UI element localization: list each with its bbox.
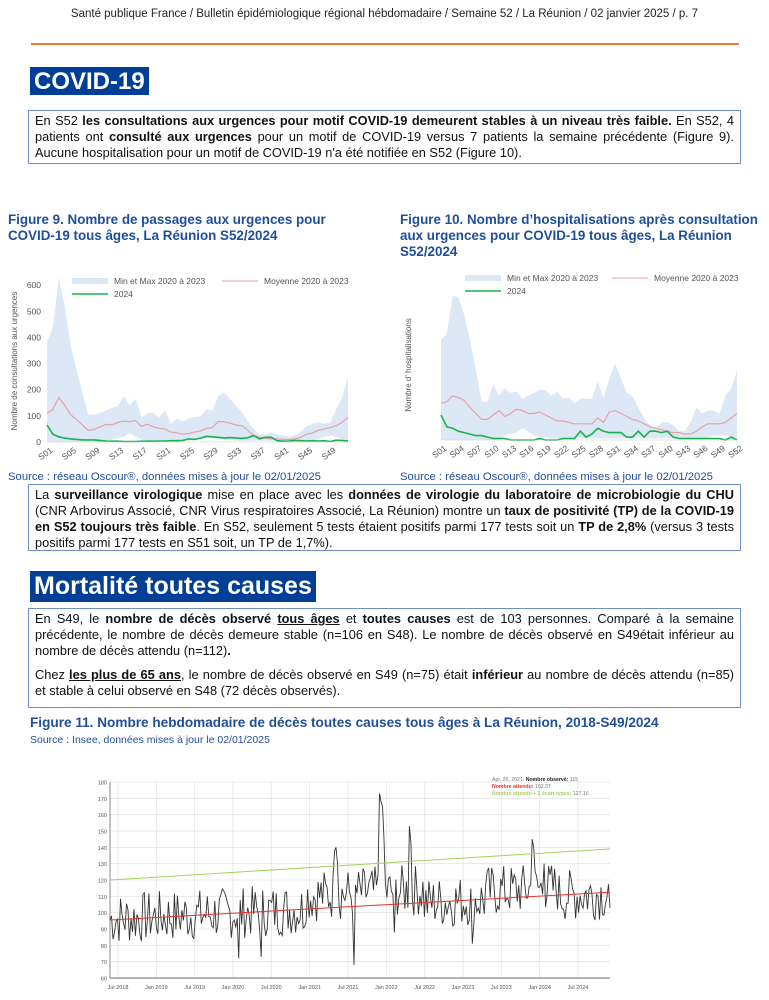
svg-text:2024: 2024: [114, 289, 133, 299]
figure-9-title: Figure 9. Nombre de passages aux urgences pour COVID-19 tous âges, La Réunion S52/2024: [8, 212, 326, 243]
svg-text:Jan 2020: Jan 2020: [221, 985, 245, 991]
mortality-section-title: Mortalité toutes causes: [30, 571, 316, 602]
svg-text:Nombre attendu + 2 écart-types: Nombre attendu + 2 écart-types: 127.16: [492, 791, 589, 797]
text: pour un motif de COVID-19 versus 7 patients la semaine précédente (Figure 9). Aucune hospitalisation pour un motif de COVID-19 n'a été notifiée en S52 (Figure 10).: [35, 129, 734, 160]
emphasis-text: taux de positivité (TP) de la COVID-19 en S52 toujours très faible: [35, 503, 734, 534]
emphasis-text: données de virologie du laboratoire de microbiologie du CHU: [348, 487, 734, 502]
emphasis-text: surveillance virologique: [54, 487, 203, 502]
svg-text:70: 70: [100, 960, 107, 967]
svg-text:Jan 2024: Jan 2024: [528, 985, 551, 991]
min-max-band: [441, 296, 737, 440]
svg-text:S46: S46: [691, 443, 710, 460]
svg-text:Min et Max 2020 à 2023: Min et Max 2020 à 2023: [507, 273, 599, 283]
svg-text:S41: S41: [272, 445, 291, 462]
svg-text:Moyenne 2020 à 2023: Moyenne 2020 à 2023: [654, 273, 739, 283]
svg-text:2024: 2024: [507, 286, 526, 296]
text: au nombre de décès attendu (n=85) et stable à celui observé en S48 (72 décès observés).: [35, 667, 734, 698]
svg-text:S43: S43: [673, 443, 693, 460]
text: .: [227, 643, 231, 658]
figure-11-source: Source : Insee, données mises à jour le 02/01/2025: [30, 734, 270, 746]
svg-text:110: 110: [98, 894, 107, 901]
svg-text:60: 60: [100, 976, 107, 983]
svg-text:170: 170: [97, 796, 107, 803]
virology-summary-box: [28, 484, 741, 551]
svg-text:Jul 2020: Jul 2020: [260, 985, 282, 991]
svg-text:100: 100: [97, 911, 107, 918]
svg-text:Jan 2021: Jan 2021: [298, 985, 321, 991]
svg-text:Min et Max 2020 à 2023: Min et Max 2020 à 2023: [114, 276, 206, 286]
svg-text:S01: S01: [430, 443, 449, 460]
svg-text:180: 180: [97, 780, 107, 787]
svg-text:S22: S22: [552, 443, 571, 460]
text: En S49, le: [35, 611, 106, 626]
mortality-paragraph-65-plus: [35, 667, 734, 699]
figure-10-title: Figure 10. Nombre d’hospitalisations après consultation aux urgences pour COVID-19 tous âges, La Réunion S52/2024: [400, 212, 758, 259]
text: (CNR Arbovirus Associé, CNR Virus respiratoires Associé, La Réunion) montre un: [35, 503, 505, 518]
svg-text:S05: S05: [59, 445, 78, 462]
mortality-summary-box: [28, 608, 741, 708]
svg-text:S28: S28: [586, 443, 606, 460]
svg-text:S01: S01: [36, 445, 55, 462]
svg-text:130: 130: [97, 862, 107, 869]
svg-text:S37: S37: [639, 443, 658, 460]
figure-9-source: Source : réseau Oscour®, données mises à jour le 02/01/2025: [8, 471, 321, 483]
svg-text:Jul 2019: Jul 2019: [184, 985, 206, 991]
svg-text:S37: S37: [248, 445, 267, 462]
bulletin-header: Santé publique France / Bulletin épidémiologique régional hébdomadaire / Semaine 52 / La Réunion / 02 janvier 2025 / p. 7: [70, 8, 699, 20]
svg-text:120: 120: [97, 878, 107, 885]
svg-text:400: 400: [26, 332, 41, 343]
svg-text:S19: S19: [534, 443, 553, 460]
svg-text:S49: S49: [708, 443, 727, 460]
svg-text:Jul 2023: Jul 2023: [490, 985, 512, 991]
text: En S52, 4 patients ont: [35, 113, 734, 144]
emphasis-text: TP de 2,8%: [578, 519, 647, 534]
svg-text:Apr, 26, 2021: Nombre observé:: Apr, 26, 2021: Nombre observé: 115: [492, 777, 579, 783]
figure-9-plot: [0, 268, 385, 468]
svg-text:150: 150: [97, 829, 107, 836]
svg-text:Jul 2021: Jul 2021: [337, 985, 359, 991]
text: mise en place avec les: [202, 487, 349, 502]
svg-text:S45: S45: [295, 445, 315, 462]
svg-text:100: 100: [26, 410, 41, 421]
svg-text:S52: S52: [726, 443, 745, 460]
figure-10-plot: [385, 268, 769, 468]
svg-text:Jan 2019: Jan 2019: [145, 985, 168, 991]
svg-text:S16: S16: [517, 443, 536, 460]
svg-text:S29: S29: [201, 445, 220, 462]
emphasis-text: inférieur: [471, 667, 524, 682]
svg-text:S31: S31: [604, 443, 623, 460]
svg-text:90: 90: [100, 927, 107, 934]
svg-text:S13: S13: [499, 443, 518, 460]
svg-text:S25: S25: [177, 445, 196, 462]
svg-text:Nombre de consultations aux ur: Nombre de consultations aux urgences: [10, 291, 19, 431]
figure-11-plot: [80, 770, 620, 1000]
mortality-paragraph-all-ages: [35, 611, 734, 659]
text: En S52: [35, 113, 83, 128]
figure-10-source: Source : réseau Oscour®, données mises à jour le 02/01/2025: [400, 471, 713, 483]
svg-text:Nombre d' hospitalisations: Nombre d' hospitalisations: [404, 318, 413, 412]
svg-text:Jan 2022: Jan 2022: [375, 985, 398, 991]
svg-text:S21: S21: [154, 445, 173, 462]
text: et: [339, 611, 363, 626]
svg-text:S40: S40: [656, 443, 675, 460]
svg-text:Jul 2022: Jul 2022: [414, 985, 436, 991]
svg-text:S10: S10: [482, 443, 501, 460]
svg-text:160: 160: [97, 813, 107, 820]
svg-text:Jul 2018: Jul 2018: [107, 985, 129, 991]
emphasis-text: consulté aux urgences: [108, 129, 252, 144]
emphasis-text: les consultations aux urgences pour motif COVID-19 demeurent stables à un niveau très faible.: [82, 113, 672, 128]
svg-text:Nombre attendu: 102.37: Nombre attendu: 102.37: [492, 784, 551, 790]
svg-text:Moyenne 2020 à 2023: Moyenne 2020 à 2023: [264, 276, 349, 286]
min-max-band: [47, 277, 348, 442]
svg-text:S09: S09: [83, 445, 102, 462]
text: La: [35, 487, 55, 502]
svg-text:S17: S17: [130, 445, 149, 462]
svg-text:S04: S04: [447, 443, 466, 460]
svg-text:200: 200: [26, 384, 41, 395]
figure-11-title: Figure 11. Nombre hebdomadaire de décès toutes causes tous âges à La Réunion, 2018-S49/2024: [30, 715, 659, 730]
text: est de 103 personnes. Comparé à la semaine précédente, le nombre de décès demeure stable (n=106 en S48). Le nombre de décès observé en S49était inférieur au nombre de décès attendu (n=112): [35, 611, 734, 658]
svg-text:S25: S25: [569, 443, 588, 460]
svg-text:80: 80: [100, 943, 107, 950]
text: . En S52, seulement 5 tests étaient positifs parmi 177 tests soit un: [196, 519, 579, 534]
svg-text:S33: S33: [225, 445, 244, 462]
emphasis-text: les plus de 65 ans: [69, 667, 181, 682]
svg-text:S07: S07: [465, 443, 484, 460]
svg-text:S13: S13: [107, 445, 126, 462]
svg-text:500: 500: [26, 306, 41, 317]
svg-text:Jul 2024: Jul 2024: [567, 985, 589, 991]
svg-text:300: 300: [26, 358, 41, 369]
svg-text:0: 0: [36, 437, 41, 447]
header-rule: [31, 43, 739, 45]
text: Chez: [35, 667, 70, 682]
svg-text:140: 140: [97, 845, 107, 852]
emphasis-text: toutes causes: [362, 611, 451, 626]
svg-text:600: 600: [26, 280, 41, 291]
emphasis-text: tous âges: [277, 611, 340, 626]
svg-text:Jan 2023: Jan 2023: [451, 985, 475, 991]
svg-text:S49: S49: [319, 445, 338, 462]
text: (versus 3 tests positifs parmi 177 tests en S51 soit, un TP de 1,7%).: [35, 519, 734, 550]
emphasis-text: nombre de décès observé: [105, 611, 272, 626]
svg-text:S34: S34: [621, 443, 640, 460]
text: , le nombre de décès observé en S49 (n=75) était: [180, 667, 472, 682]
covid-section-title: COVID-19: [30, 67, 149, 95]
covid-summary-box: [28, 110, 741, 164]
